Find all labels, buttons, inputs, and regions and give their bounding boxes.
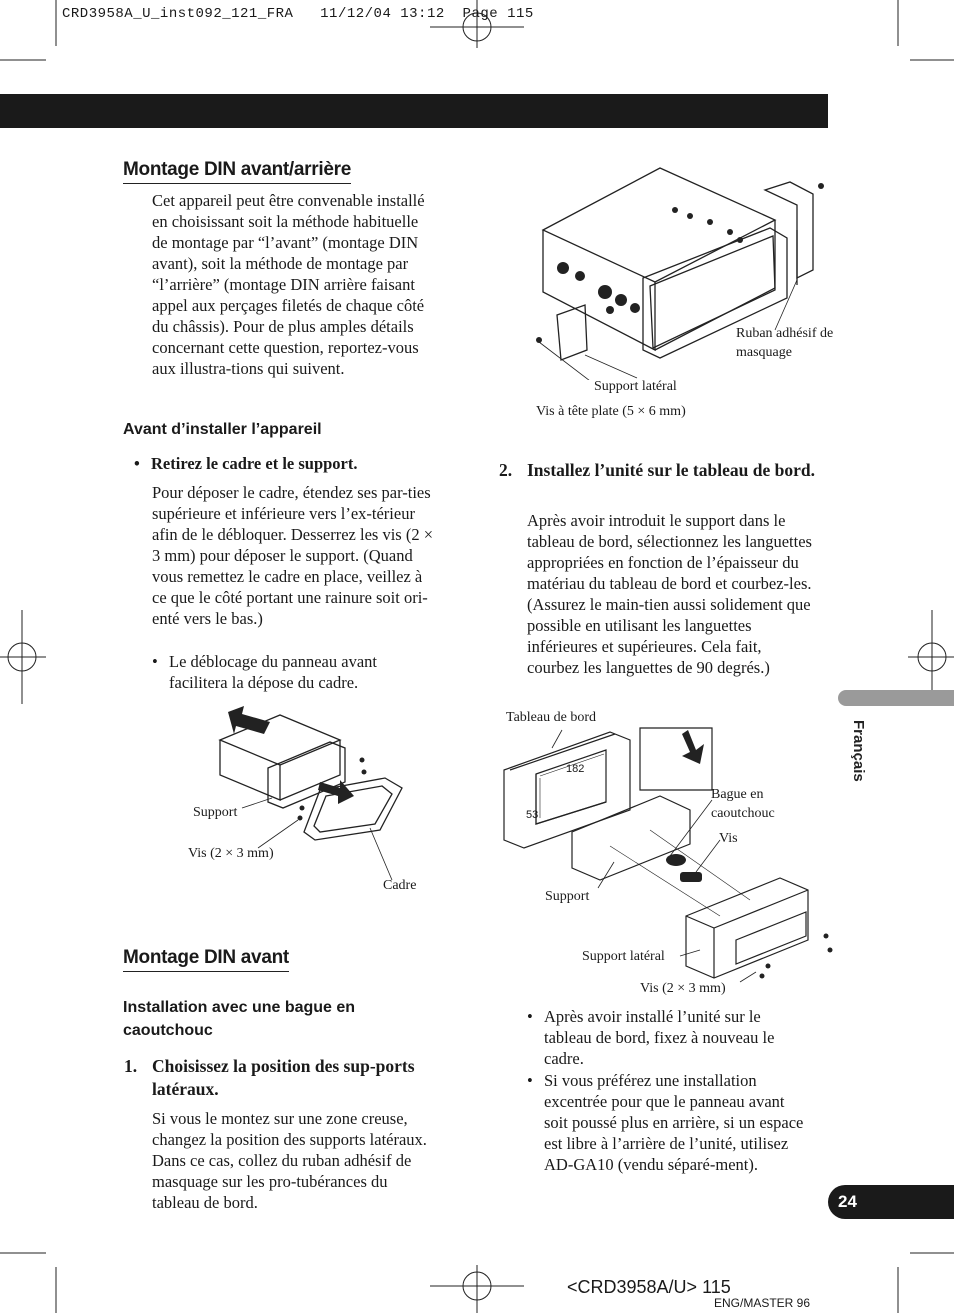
fig3-dim-width: 182: [566, 763, 585, 775]
bullet-icon: •: [152, 652, 158, 671]
section-title-din-avant: Montage DIN avant: [123, 947, 289, 972]
footer-master: ENG/MASTER 96: [714, 1296, 811, 1310]
fig3-label-vis-small: Vis (2 × 3 mm): [640, 981, 726, 996]
fig2-label-ruban: Ruban adhésif de masquage: [736, 326, 834, 360]
step2-number: 2.: [499, 460, 513, 480]
step1-title: Choisissez la position des sup-ports latéraux.: [152, 1056, 415, 1099]
section-intro-paragraph: Cet appareil peut être convenable installé en choisissant soit la méthode habituelle de montage par “l’avant” (montage DIN avant), soit la méthode de montage par “l’arrière” (montage DIN arrière faisant appel aux perçages filetés de chaque côté du châssis). Pour de plus amples détails concernant cette question, reportez-vous aux illustra-tions qui suivent.: [152, 191, 425, 378]
cadre-removal-paragraph: Pour déposer le cadre, étendez ses par-ties supérieure et inférieure vers l’ex-térieur afin de le débloquer. Desserrez les vis (2 × 3 mm) pour déposer le support. (Quand vous remettez le cadre en place, veillez à ce que le côté portant une rainure soit ori-enté vers le bas.): [152, 483, 433, 628]
subsection-title-avant-installer: Avant d’installer l’appareil: [123, 421, 322, 438]
footer-code: <CRD3958A/U> 115: [567, 1277, 731, 1297]
top-banner: [0, 94, 828, 128]
bullet-retirez-cadre: • Retirez le cadre et le support.: [134, 454, 358, 473]
fig2-label-support-lateral: Support latéral: [594, 379, 677, 394]
fig3-label-support: Support: [545, 889, 590, 904]
bullet-icon: •: [527, 1007, 533, 1026]
fig3-label-bague: Bague en caoutchouc: [711, 787, 775, 821]
fig1-label-cadre: Cadre: [383, 878, 417, 893]
language-tab-bar: [838, 690, 954, 706]
step1-number: 1.: [124, 1056, 138, 1076]
step2-title: Installez l’unité sur le tableau de bord.: [527, 460, 815, 480]
page-number-badge: 24: [828, 1185, 954, 1219]
fig3-dim-height: 53: [526, 809, 539, 821]
step1-body: Si vous le montez sur une zone creuse, changez la position des supports latéraux. Dans ce cas, collez du ruban adhésif de masquage sur les pro-tubérances du tableau de bord.: [152, 1109, 427, 1212]
language-tab-label: Français: [850, 720, 867, 782]
note-installation-excentree: • Si vous préférez une installation excentrée pour que le panneau avant soit poussé plus en arrière, si un espace est libre à l’arrière de l’unité, utilisez AD-GA10 (vendu séparé-ment).: [527, 1071, 804, 1174]
figure-frame-removal: [180, 700, 440, 900]
figure-dashboard-install: [500, 720, 840, 1000]
note-fixez-cadre: • Après avoir installé l’unité sur le tableau de bord, fixez à nouveau le cadre.: [527, 1007, 775, 1068]
fig2-label-vis: Vis à tête plate (5 × 6 mm): [536, 404, 686, 419]
subsection-title-bague: Installation avec une bague en caoutchouc: [123, 999, 356, 1039]
fig1-label-vis: Vis (2 × 3 mm): [188, 846, 274, 861]
fig3-label-support-lateral: Support latéral: [582, 949, 665, 964]
fig3-label-tableau: Tableau de bord: [506, 710, 596, 725]
fig1-label-support: Support: [193, 805, 238, 820]
fig3-label-vis: Vis: [719, 831, 738, 846]
bullet-icon: •: [527, 1071, 533, 1090]
section-title-din-avant-arriere: Montage DIN avant/arrière: [123, 159, 351, 184]
note-deblocage: • Le déblocage du panneau avant facilitera la dépose du cadre.: [152, 652, 377, 692]
bullet-icon: •: [134, 454, 140, 473]
header-slug: CRD3958A_U_inst092_121_FRA 11/12/04 13:12 Page 115: [62, 6, 534, 22]
step2-body: Après avoir introduit le support dans le tableau de bord, sélectionnez les languettes appropriées en fonction de l’épaisseur du matériau du tableau de bord et courbez-les. (Assurez le main-tien aussi solidement que possible en utilisant les languettes inférieures et supérieures. Cela fait, courbez les languettes de 90 degrés.): [527, 511, 812, 677]
